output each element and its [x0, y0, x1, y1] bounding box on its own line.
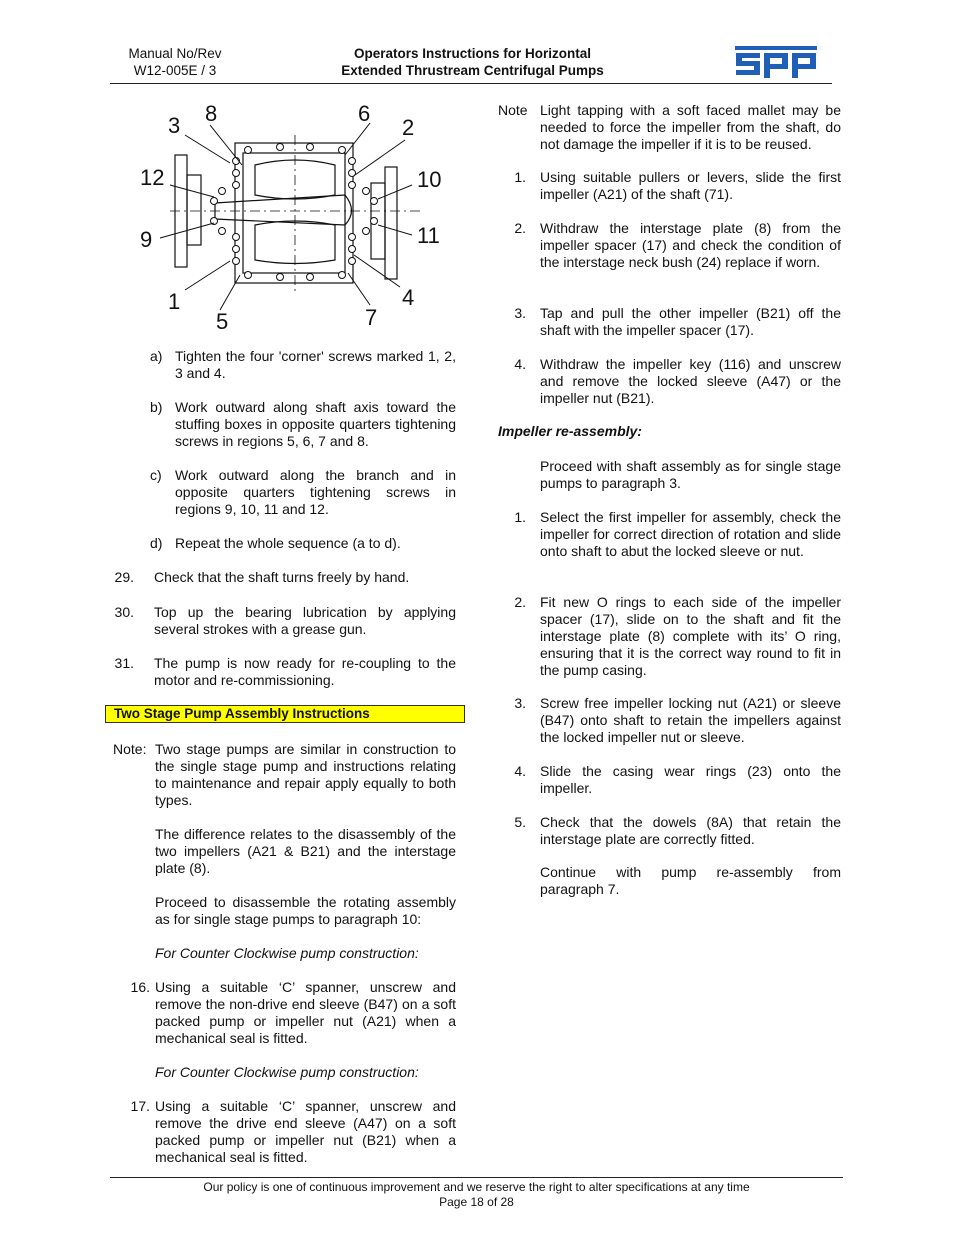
- step-30: 30. Top up the bearing lubrication by applying several strokes with a grease gun.: [114, 604, 456, 637]
- reassembly-step-1: Select the first impeller for assembly, check the impeller for correct direction of rotation and slide onto shaft to abut the locked sleeve or nut.: [540, 509, 841, 559]
- diagram-label: 11: [417, 223, 440, 248]
- right-note-text: Light tapping with a soft faced mallet may be needed to force the impeller from the shaft, do not damage the impeller if it is to be reused.: [540, 102, 841, 152]
- diagram-label: 6: [358, 101, 371, 126]
- ccw-construction-label: For Counter Clockwise pump construction:: [155, 1064, 419, 1080]
- reassembly-step-5-label: 5.: [514, 814, 526, 830]
- step-17-label: 17.: [130, 1098, 150, 1114]
- removal-step-1: Using suitable pullers or levers, slide the first impeller (A21) of the shaft (71).: [540, 169, 841, 202]
- removal-step-4: Withdraw the impeller key (116) and unscrew and remove the locked sleeve (A47) or the impeller nut (B21).: [540, 356, 841, 406]
- reassembly-step-3-label: 3.: [514, 695, 526, 711]
- manual-label: Manual No/Rev: [128, 46, 222, 61]
- tightening-sequence-diagram: [130, 95, 460, 340]
- footer: [110, 1180, 843, 1210]
- policy-statement: Our policy is one of continuous improvement and we reserve the right to alter specifications at any time: [203, 1180, 750, 1194]
- substep-a: a) Tighten the four 'corner' screws marked 1, 2, 3 and 4.: [150, 348, 456, 381]
- note-paragraph-1: Two stage pumps are similar in construction to the single stage pump and instructions relating to maintenance and repair apply equally to both types.: [155, 741, 456, 808]
- diagram-label: 9: [140, 227, 153, 252]
- diagram-label: 1: [168, 289, 181, 314]
- ccw-construction-label: For Counter Clockwise pump construction:: [155, 945, 419, 961]
- note-paragraph-3: Proceed to disassemble the rotating assembly as for single stage pumps to paragraph 10:: [155, 894, 456, 927]
- removal-step-3-label: 3.: [514, 305, 526, 321]
- right-note-label: Note: [498, 102, 528, 118]
- diagram-label: 5: [216, 309, 229, 334]
- removal-step-2: Withdraw the interstage plate (8) from the impeller spacer (17) and check the condition of the interstage neck bush (24) replace if worn.: [540, 220, 841, 270]
- reassembly-step-2: Fit new O rings to each side of the impeller spacer (17), slide on to the shaft and fit the interstage plate (8) complete with its’ O ring, ensuring that it is the correct way round to fit in the pump casing.: [540, 594, 841, 678]
- reassembly-heading: Impeller re-assembly:: [498, 423, 642, 439]
- substep-d: d) Repeat the whole sequence (a to d).: [150, 535, 401, 551]
- document-title: [300, 45, 645, 79]
- diagram-label: 10: [417, 167, 442, 192]
- manual-number: W12-005E / 3: [133, 63, 217, 78]
- footer-rule: [110, 1177, 843, 1178]
- diagram-label: 2: [402, 115, 415, 140]
- reassembly-step-4: Slide the casing wear rings (23) onto the impeller.: [540, 763, 841, 796]
- step-31: 31. The pump is now ready for re-coupling to the motor and re-commissioning.: [114, 655, 456, 688]
- reassembly-step-3: Screw free impeller locking nut (A21) or sleeve (B47) onto shaft to retain the impellers against the locked impeller nut or sleeve.: [540, 695, 841, 745]
- diagram-label: 7: [365, 305, 378, 330]
- removal-step-2-label: 2.: [514, 220, 526, 236]
- step-17-text: Using a suitable ‘C’ spanner, unscrew and remove the drive end sleeve (A47) on a soft packed pump or impeller nut (B21) when a mechanical seal is fitted.: [155, 1098, 456, 1165]
- step-16-text: Using a suitable ‘C’ spanner, unscrew and remove the non-drive end sleeve (B47) on a soft packed pump or impeller nut (A21) when a mechanical seal is fitted.: [155, 979, 456, 1046]
- closing-paragraph: Continue with pump re-assembly from paragraph 7.: [540, 864, 841, 897]
- reassembly-step-5: Check that the dowels (8A) that retain the interstage plate are correctly fitted.: [540, 814, 841, 847]
- step-29: 29. Check that the shaft turns freely by hand.: [114, 569, 410, 585]
- removal-step-3: Tap and pull the other impeller (B21) off the shaft with the impeller spacer (17).: [540, 305, 841, 338]
- step-16-label: 16.: [130, 979, 150, 995]
- header-rule: [110, 83, 832, 84]
- diagram-label: 12: [140, 165, 165, 190]
- diagram-label: 4: [402, 285, 415, 310]
- title-line-2: Extended Thrustream Centrifugal Pumps: [341, 63, 604, 78]
- reassembly-intro: Proceed with shaft assembly as for single stage pumps to paragraph 3.: [540, 458, 841, 491]
- page-number: Page 18 of 28: [439, 1195, 514, 1209]
- manual-number-block: [110, 45, 240, 79]
- spp-logo: [735, 46, 817, 78]
- substep-c: c) Work outward along the branch and in opposite quarters tightening screws in regions 9, 10, 11 and 12.: [150, 467, 456, 517]
- substep-b: b) Work outward along shaft axis toward the stuffing boxes in opposite quarters tightening screws in regions 5, 6, 7 and 8.: [150, 399, 456, 449]
- removal-step-4-label: 4.: [514, 356, 526, 372]
- reassembly-step-1-label: 1.: [514, 509, 526, 525]
- title-line-1: Operators Instructions for Horizontal: [353, 46, 592, 61]
- note-paragraph-2: The difference relates to the disassembly of the two impellers (A21 & B21) and the interstage plate (8).: [155, 826, 456, 876]
- reassembly-step-2-label: 2.: [514, 594, 526, 610]
- diagram-label: 3: [168, 113, 181, 138]
- reassembly-step-4-label: 4.: [514, 763, 526, 779]
- section-heading-two-stage: Two Stage Pump Assembly Instructions: [105, 705, 465, 723]
- removal-step-1-label: 1.: [514, 169, 526, 185]
- diagram-label: 8: [205, 101, 218, 126]
- note-label: Note:: [113, 741, 147, 757]
